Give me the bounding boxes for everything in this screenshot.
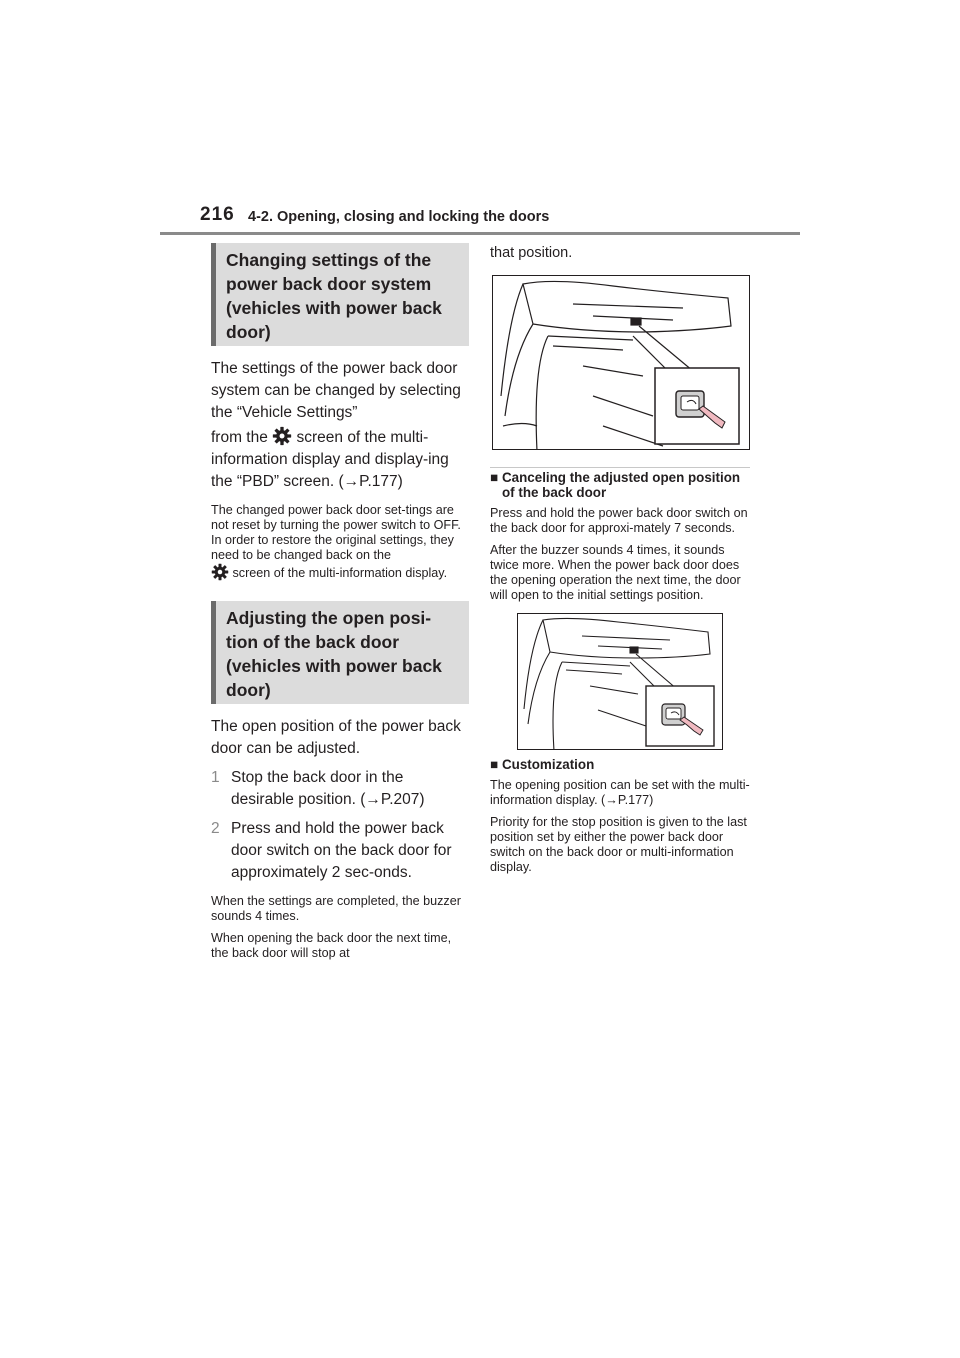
note-text: Priority for the stop position is given to the last position set by either the power back door switch on the back door or multi-information display. xyxy=(490,815,747,874)
settings-text-after: screen of the multi-information display and display-ing the “PBD” screen. (→P.177) xyxy=(211,429,449,490)
settings-text-line-2 xyxy=(211,426,469,493)
left-column xyxy=(211,243,469,968)
header-divider xyxy=(160,232,800,235)
step-text: Press and hold the power back door switch on the back door for approximately 2 sec-onds. xyxy=(231,820,452,881)
step-number: 1 xyxy=(211,769,220,786)
note-text xyxy=(211,503,469,581)
note-text: Press and hold the power back door switch on the back door for approxi-mately 7 seconds. xyxy=(490,506,748,535)
section-heading-adjust-open-position: Adjusting the open posi-tion of the back door (vehicles with power back door) xyxy=(226,608,442,700)
illustration-back-door-open xyxy=(518,614,723,750)
adjust-notes xyxy=(211,894,469,961)
settings-paragraph xyxy=(211,358,469,493)
back-door-switch-illustration xyxy=(517,613,723,750)
step-number: 2 xyxy=(211,820,220,837)
gear-icon xyxy=(272,426,292,446)
page-number: 216 xyxy=(200,204,235,225)
step-item xyxy=(211,767,469,811)
settings-text-line: The settings of the power back door system can be changed by selecting the “Vehicle Settings” xyxy=(211,360,461,421)
note-text: When the settings are completed, the buzzer sounds 4 times. xyxy=(211,894,461,923)
section-heading-box xyxy=(211,601,469,704)
square-bullet-icon: ■ xyxy=(490,470,499,485)
step-item xyxy=(211,818,469,884)
section-header-title: 4-2. Opening, closing and locking the doors xyxy=(248,209,550,225)
note-text: The opening position can be set with the multi-information display. (→P.177) xyxy=(490,778,750,807)
section-heading-box xyxy=(211,243,469,346)
note-text: When opening the back door the next time, the back door will stop at xyxy=(211,931,452,960)
subsection-title-cancel: Canceling the adjusted open position of the back door xyxy=(502,470,741,500)
square-bullet-icon: ■ xyxy=(490,757,499,772)
section-heading-power-back-door-settings: Changing settings of the power back door system (vehicles with power back door) xyxy=(226,250,442,342)
step-text: Stop the back door in the desirable position. (→P.207) xyxy=(231,769,425,808)
subsection-title-customization: Customization xyxy=(502,757,595,772)
adjust-paragraph: The open position of the power back door can be adjusted. xyxy=(211,718,461,757)
subsection-heading xyxy=(490,757,750,772)
right-column xyxy=(490,243,750,882)
customization-notes xyxy=(490,778,750,875)
cancel-notes xyxy=(490,506,750,603)
illustration-back-door-open xyxy=(493,276,750,450)
note-text-part2: screen of the multi-information display. xyxy=(232,566,448,580)
subsection-heading xyxy=(490,470,750,500)
note-text-part1: The changed power back door set-tings are not reset by turning the power switch to OFF. In order to restore the original settings, they need to be changed back on the xyxy=(211,503,461,562)
gear-icon xyxy=(211,563,229,581)
subsection-divider xyxy=(490,467,750,468)
settings-note xyxy=(211,503,469,581)
back-door-switch-illustration xyxy=(492,275,750,450)
settings-text-from: from the xyxy=(211,429,268,446)
note-text: After the buzzer sounds 4 times, it sounds twice more. When the power back door does the opening operation the next time, the door will open to the initial settings position. xyxy=(490,543,741,602)
continued-text: that position. xyxy=(490,245,573,261)
